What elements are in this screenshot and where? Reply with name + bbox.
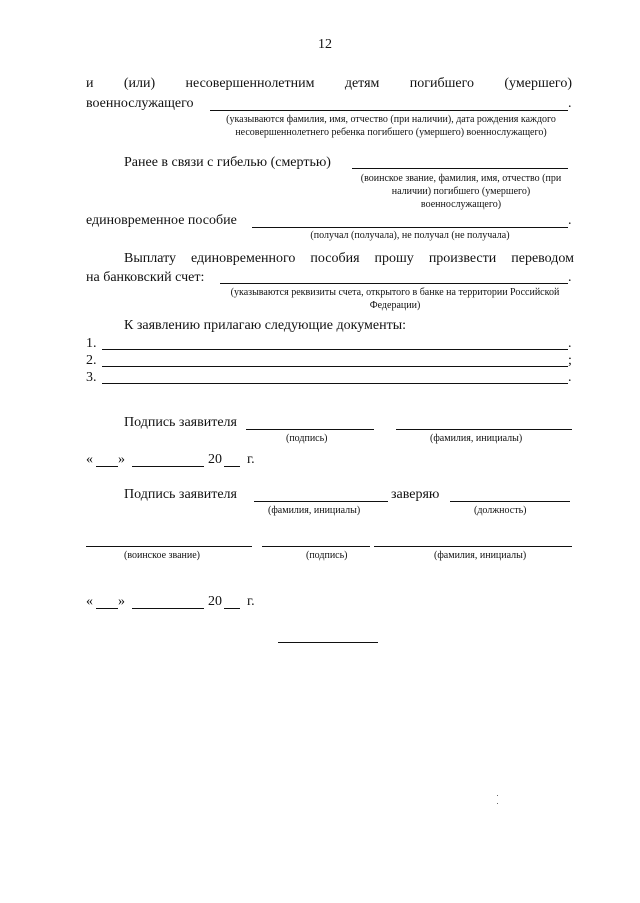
document-end: ; bbox=[568, 353, 572, 368]
deceased-fill-line[interactable] bbox=[352, 168, 568, 169]
signature-fill-line[interactable] bbox=[246, 429, 374, 430]
month-fill-line[interactable] bbox=[132, 466, 204, 467]
intro-word: погибшего bbox=[409, 76, 475, 91]
date-close-quote: » bbox=[118, 452, 125, 467]
signature-fill-line[interactable] bbox=[262, 546, 370, 547]
intro-word: несовершеннолетним bbox=[185, 76, 315, 91]
children-hint: (указываются фамилия, имя, отчество (при наличии), дата рождения каждого несовершеннолетнего ребенка погибшего (умершего) военнослужащего) bbox=[226, 114, 556, 138]
lump-sum-fill-line[interactable] bbox=[252, 227, 568, 228]
year-fill-line[interactable] bbox=[224, 608, 240, 609]
document-fill-line[interactable] bbox=[102, 349, 568, 350]
deceased-hint: (воинское звание, фамилия, имя, отчество (при наличии) погибшего (умершего) военнослужащего) bbox=[360, 173, 562, 210]
day-fill-line[interactable] bbox=[96, 466, 118, 467]
end-dot: . bbox=[568, 96, 572, 111]
name-hint: (фамилия, инициалы) bbox=[434, 550, 527, 561]
intro-word: и bbox=[86, 76, 94, 91]
applicant-signature-label: Подпись заявителя bbox=[124, 487, 237, 502]
end-dot: . bbox=[568, 213, 572, 228]
name-fill-line[interactable] bbox=[254, 501, 388, 502]
earlier-label: Ранее в связи с гибелью (смертью) bbox=[124, 155, 331, 170]
lump-sum-hint: (получал (получала), не получал (не получала) bbox=[310, 230, 510, 241]
bank-account-label: на банковский счет: bbox=[86, 270, 205, 285]
position-hint: (должность) bbox=[474, 505, 527, 516]
intro-serviceman-label: военнослужащего bbox=[86, 96, 194, 111]
lump-sum-label: единовременное пособие bbox=[86, 213, 237, 228]
documents-heading: К заявлению прилагаю следующие документы: bbox=[124, 318, 407, 333]
scan-speck bbox=[497, 803, 498, 804]
date-close-quote: » bbox=[118, 594, 125, 609]
document-end: . bbox=[568, 370, 572, 385]
end-dot: . bbox=[568, 270, 572, 285]
year-prefix: 20 bbox=[208, 594, 222, 609]
rank-hint: (воинское звание) bbox=[124, 550, 200, 561]
year-prefix: 20 bbox=[208, 452, 222, 467]
intro-line bbox=[86, 76, 572, 92]
applicant-signature-label: Подпись заявителя bbox=[124, 415, 237, 430]
scan-speck bbox=[497, 795, 498, 796]
year-fill-line[interactable] bbox=[224, 466, 240, 467]
name-hint: (фамилия, инициалы) bbox=[268, 505, 361, 516]
intro-word: (умершего) bbox=[504, 76, 572, 91]
year-suffix: г. bbox=[247, 594, 255, 609]
date-open-quote: « bbox=[86, 594, 93, 609]
page-number: 12 bbox=[318, 37, 332, 52]
document-fill-line[interactable] bbox=[102, 366, 568, 367]
position-fill-line[interactable] bbox=[450, 501, 570, 502]
bank-account-fill-line[interactable] bbox=[220, 283, 568, 284]
year-suffix: г. bbox=[247, 452, 255, 467]
certify-label: заверяю bbox=[391, 487, 440, 502]
rank-fill-line[interactable] bbox=[86, 546, 252, 547]
children-fill-line[interactable] bbox=[210, 110, 568, 111]
signature-hint: (подпись) bbox=[306, 550, 348, 561]
document-fill-line[interactable] bbox=[102, 383, 568, 384]
document-number: 2. bbox=[86, 353, 97, 368]
name-fill-line[interactable] bbox=[396, 429, 572, 430]
document-number: 3. bbox=[86, 370, 97, 385]
closing-separator bbox=[278, 642, 378, 643]
date-open-quote: « bbox=[86, 452, 93, 467]
month-fill-line[interactable] bbox=[132, 608, 204, 609]
day-fill-line[interactable] bbox=[96, 608, 118, 609]
intro-word: (или) bbox=[123, 76, 156, 91]
intro-word: детям bbox=[344, 76, 380, 91]
signature-hint: (подпись) bbox=[286, 433, 328, 444]
document-end: . bbox=[568, 336, 572, 351]
name-fill-line[interactable] bbox=[374, 546, 572, 547]
payment-line1: Выплату единовременного пособия прошу произвести переводом bbox=[124, 251, 574, 266]
name-hint: (фамилия, инициалы) bbox=[430, 433, 523, 444]
bank-account-hint: (указываются реквизиты счета, открытого в банке на территории Российской Федерации) bbox=[230, 287, 560, 311]
document-number: 1. bbox=[86, 336, 97, 351]
